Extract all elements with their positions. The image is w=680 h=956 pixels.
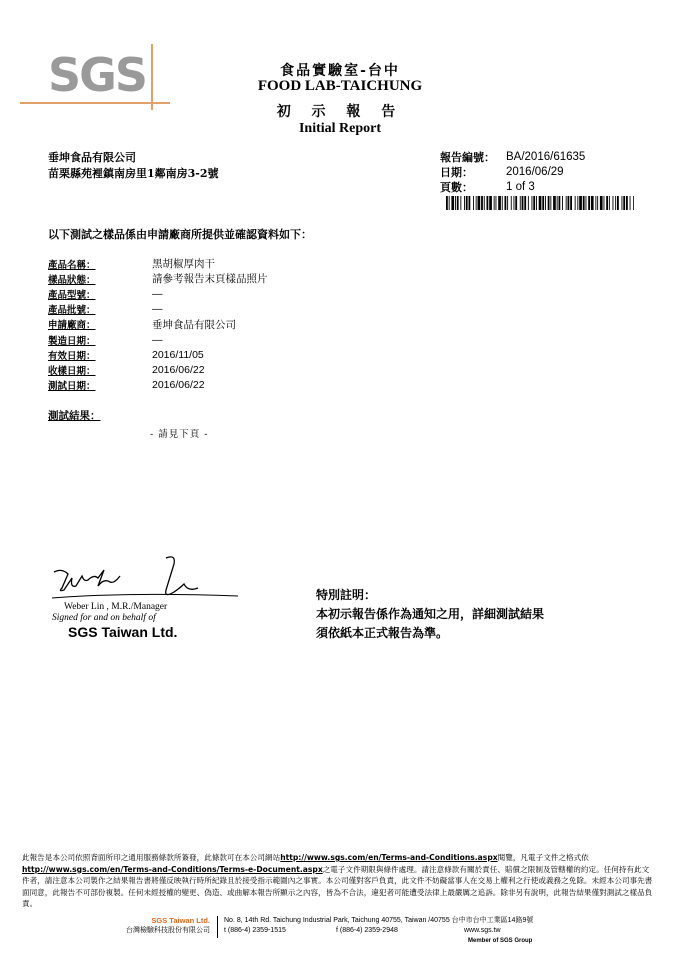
- barcode-bar: [600, 196, 603, 210]
- barcode-bar: [630, 196, 631, 210]
- field-row: [48, 317, 268, 332]
- barcode-bar: [604, 196, 605, 210]
- test-results-text: - 請見下頁 -: [150, 429, 209, 440]
- barcode-bar: [617, 196, 619, 210]
- barcode-bar: [460, 196, 461, 210]
- report-title-zh: 初 示 報 告: [276, 104, 404, 120]
- client-name: 垂坤食品有限公司: [48, 151, 136, 164]
- footer-company-zh: 台灣檢驗科技股份有限公司: [126, 927, 210, 934]
- barcode-bar: [626, 196, 628, 210]
- barcode-bar: [484, 196, 485, 210]
- client-address: 苗栗縣苑裡鎮南房里1鄰南房3-2號: [48, 167, 219, 180]
- report-meta: [440, 150, 585, 195]
- field-value: 2016/11/05: [152, 348, 204, 361]
- handwritten-signature: [48, 552, 248, 608]
- meta-label: 日期：: [440, 166, 473, 179]
- field-value: —: [152, 333, 163, 346]
- barcode-bar: [568, 196, 570, 210]
- field-row: [48, 332, 268, 347]
- disclaimer-text-3: 之電子文件期限與條件處理。請注意條款有關於責任、賠償之限制及管轄權的約定。任何持有此文件者，請注意本公司製作之結果報告書將僅反映執行時所紀錄且於接受指示範圍內之事實。本公司僅對客戶負責，此文件不妨礙當事人在交易上權利之行使或義務之免除。未經本公司事先書面同意，此報告不可部份複製。任何未經授權的變更、偽造、或曲解本報告所顯示之內容，皆為不合法，違犯者可能遭受法律上最嚴厲之追訴。除非另有說明，此報告結果僅對測試之樣品負責。: [22, 864, 653, 908]
- lab-title-en: FOOD LAB-TAICHUNG: [257, 78, 423, 94]
- barcode-bar: [539, 196, 542, 210]
- barcode-bar: [505, 196, 507, 210]
- barcode-bar: [575, 196, 576, 210]
- signer-company: SGS Taiwan Ltd.: [68, 624, 178, 640]
- barcode-bar: [559, 196, 561, 210]
- footer-contact-line: [224, 926, 664, 936]
- barcode-bar: [553, 196, 556, 210]
- barcode-bar: [588, 196, 590, 210]
- field-label: 申請廠商：: [48, 320, 96, 332]
- barcode-bar: [583, 196, 585, 210]
- barcode-bar: [597, 196, 598, 210]
- field-row: [48, 378, 268, 393]
- field-value: 垂坤食品有限公司: [152, 318, 236, 331]
- barcode-bar: [476, 196, 477, 210]
- field-label: 有效日期：: [48, 350, 96, 362]
- field-row: [48, 286, 268, 301]
- barcode: [446, 196, 634, 210]
- field-label: 產品名稱：: [48, 259, 96, 271]
- barcode-bar: [633, 196, 634, 210]
- barcode-bar: [570, 196, 572, 210]
- barcode-bar: [536, 196, 537, 210]
- barcode-bar: [615, 196, 616, 210]
- barcode-bar: [515, 196, 517, 210]
- member-of-sgs-group: Member of SGS Group: [468, 938, 533, 944]
- footer-address: No. 8, 14th Rd. Taichung Industrial Park, Taichung 40755, Taiwan /40755 台中市台中工業區14路9號: [224, 917, 534, 924]
- field-label: 產品型號：: [48, 289, 96, 301]
- report-title-en: Initial Report: [298, 121, 382, 136]
- barcode-bar: [514, 196, 515, 210]
- barcode-bar: [586, 196, 587, 210]
- barcode-bar: [562, 196, 563, 210]
- meta-row: [440, 180, 585, 195]
- field-label: 產品批號：: [48, 305, 96, 317]
- footer-fax: f (886-4) 2359-2948: [336, 927, 398, 934]
- barcode-bar: [542, 196, 544, 210]
- barcode-bar: [545, 196, 546, 210]
- barcode-bar: [469, 196, 471, 210]
- page-count: 1 of 3: [506, 181, 535, 193]
- barcode-bar: [511, 196, 512, 210]
- field-value: 2016/06/22: [152, 363, 205, 376]
- field-row: [48, 256, 268, 271]
- barcode-bar: [473, 196, 474, 210]
- barcode-bar: [613, 196, 614, 210]
- barcode-bar: [487, 196, 489, 210]
- barcode-bar: [494, 196, 495, 210]
- special-note: [316, 586, 544, 643]
- footer-web[interactable]: www.sgs.tw: [464, 927, 501, 934]
- barcode-bar: [451, 196, 454, 210]
- barcode-bar: [478, 196, 481, 210]
- barcode-bar: [466, 196, 468, 210]
- barcode-bar: [577, 196, 578, 210]
- barcode-bar: [507, 196, 508, 210]
- disclaimer-text-2: 閱覽，凡電子文件之格式依: [497, 853, 589, 862]
- field-label: 製造日期：: [48, 335, 96, 347]
- barcode-bar: [481, 196, 483, 210]
- barcode-bar: [566, 196, 567, 210]
- signed-for-text: Signed for and on behalf of: [52, 613, 156, 623]
- test-results-label: 測試結果：: [48, 410, 101, 422]
- barcode-bar: [520, 196, 521, 210]
- barcode-bar: [449, 196, 450, 210]
- report-number: BA/2016/61635: [506, 151, 586, 163]
- barcode-bar: [446, 196, 448, 210]
- terms-link[interactable]: http://www.sgs.com/en/Terms-and-Conditions.aspx: [280, 853, 498, 862]
- field-value: —: [152, 303, 163, 316]
- note-line-1: 本初示報告係作為通知之用，詳細測試結果: [316, 607, 545, 621]
- field-label: 樣品狀態：: [48, 274, 96, 286]
- barcode-bar: [489, 196, 492, 210]
- footer-divider: [217, 916, 218, 938]
- barcode-bar: [591, 196, 594, 210]
- meta-row: [440, 150, 585, 165]
- note-title: 特別註明：: [316, 588, 377, 602]
- barcode-bar: [609, 196, 610, 210]
- field-value: —: [152, 287, 163, 300]
- barcode-bar: [464, 196, 465, 210]
- barcode-bar: [498, 196, 501, 210]
- footer-tel: t (886-4) 2359-1515: [224, 927, 286, 934]
- barcode-bar: [595, 196, 596, 210]
- footer-contact: [224, 916, 664, 936]
- barcode-bar: [548, 196, 550, 210]
- field-value: 請參考報告末頁樣品照片: [152, 273, 268, 286]
- lab-title-zh: 食品實驗室-台中: [280, 63, 400, 79]
- barcode-bar: [524, 196, 526, 210]
- barcode-bar: [496, 196, 497, 210]
- legal-disclaimer: [22, 852, 654, 910]
- meta-row: [440, 165, 585, 180]
- page-footer: [22, 916, 662, 952]
- field-row: [48, 302, 268, 317]
- barcode-bar: [455, 196, 456, 210]
- barcode-bar: [550, 196, 551, 210]
- field-value: 黑胡椒厚肉干: [152, 258, 215, 271]
- logo-text: SGS: [48, 48, 147, 102]
- barcode-bar: [522, 196, 524, 210]
- footer-company-en: SGS Taiwan Ltd.: [151, 916, 210, 925]
- barcode-bar: [557, 196, 558, 210]
- barcode-bar: [532, 196, 533, 210]
- barcode-bar: [606, 196, 608, 210]
- intro-text: 以下測試之樣品係由申請廠商所提供並確認資料如下：: [48, 228, 312, 241]
- e-document-terms-link[interactable]: http://www.sgs.com/en/Terms-and-Conditions/Terms-e-Document.aspx: [22, 864, 323, 874]
- field-row: [48, 347, 268, 362]
- barcode-bar: [622, 196, 623, 210]
- client-block: [48, 150, 219, 182]
- barcode-bar: [579, 196, 582, 210]
- meta-label: 報告編號：: [440, 151, 495, 164]
- report-date: 2016/06/29: [506, 166, 564, 178]
- barcode-bar: [533, 196, 535, 210]
- meta-label: 頁數：: [440, 181, 473, 194]
- sample-fields: [48, 256, 268, 393]
- footer-company: [82, 916, 210, 936]
- barcode-bar: [457, 196, 459, 210]
- barcode-bar: [528, 196, 529, 210]
- signer-name: Weber Lin , M.R./Manager: [64, 602, 168, 612]
- field-row: [48, 362, 268, 377]
- field-row: [48, 271, 268, 286]
- barcode-bar: [623, 196, 625, 210]
- field-label: 測試日期：: [48, 381, 96, 393]
- disclaimer-text-1: 此報告是本公司依照背面所印之通用服務條款所簽發，此條款可在本公司網站: [22, 853, 281, 862]
- barcode-bar: [502, 196, 503, 210]
- field-value: 2016/06/22: [152, 379, 205, 392]
- note-line-2: 須依紙本正式報告為準。: [316, 626, 449, 640]
- field-label: 收樣日期：: [48, 365, 96, 377]
